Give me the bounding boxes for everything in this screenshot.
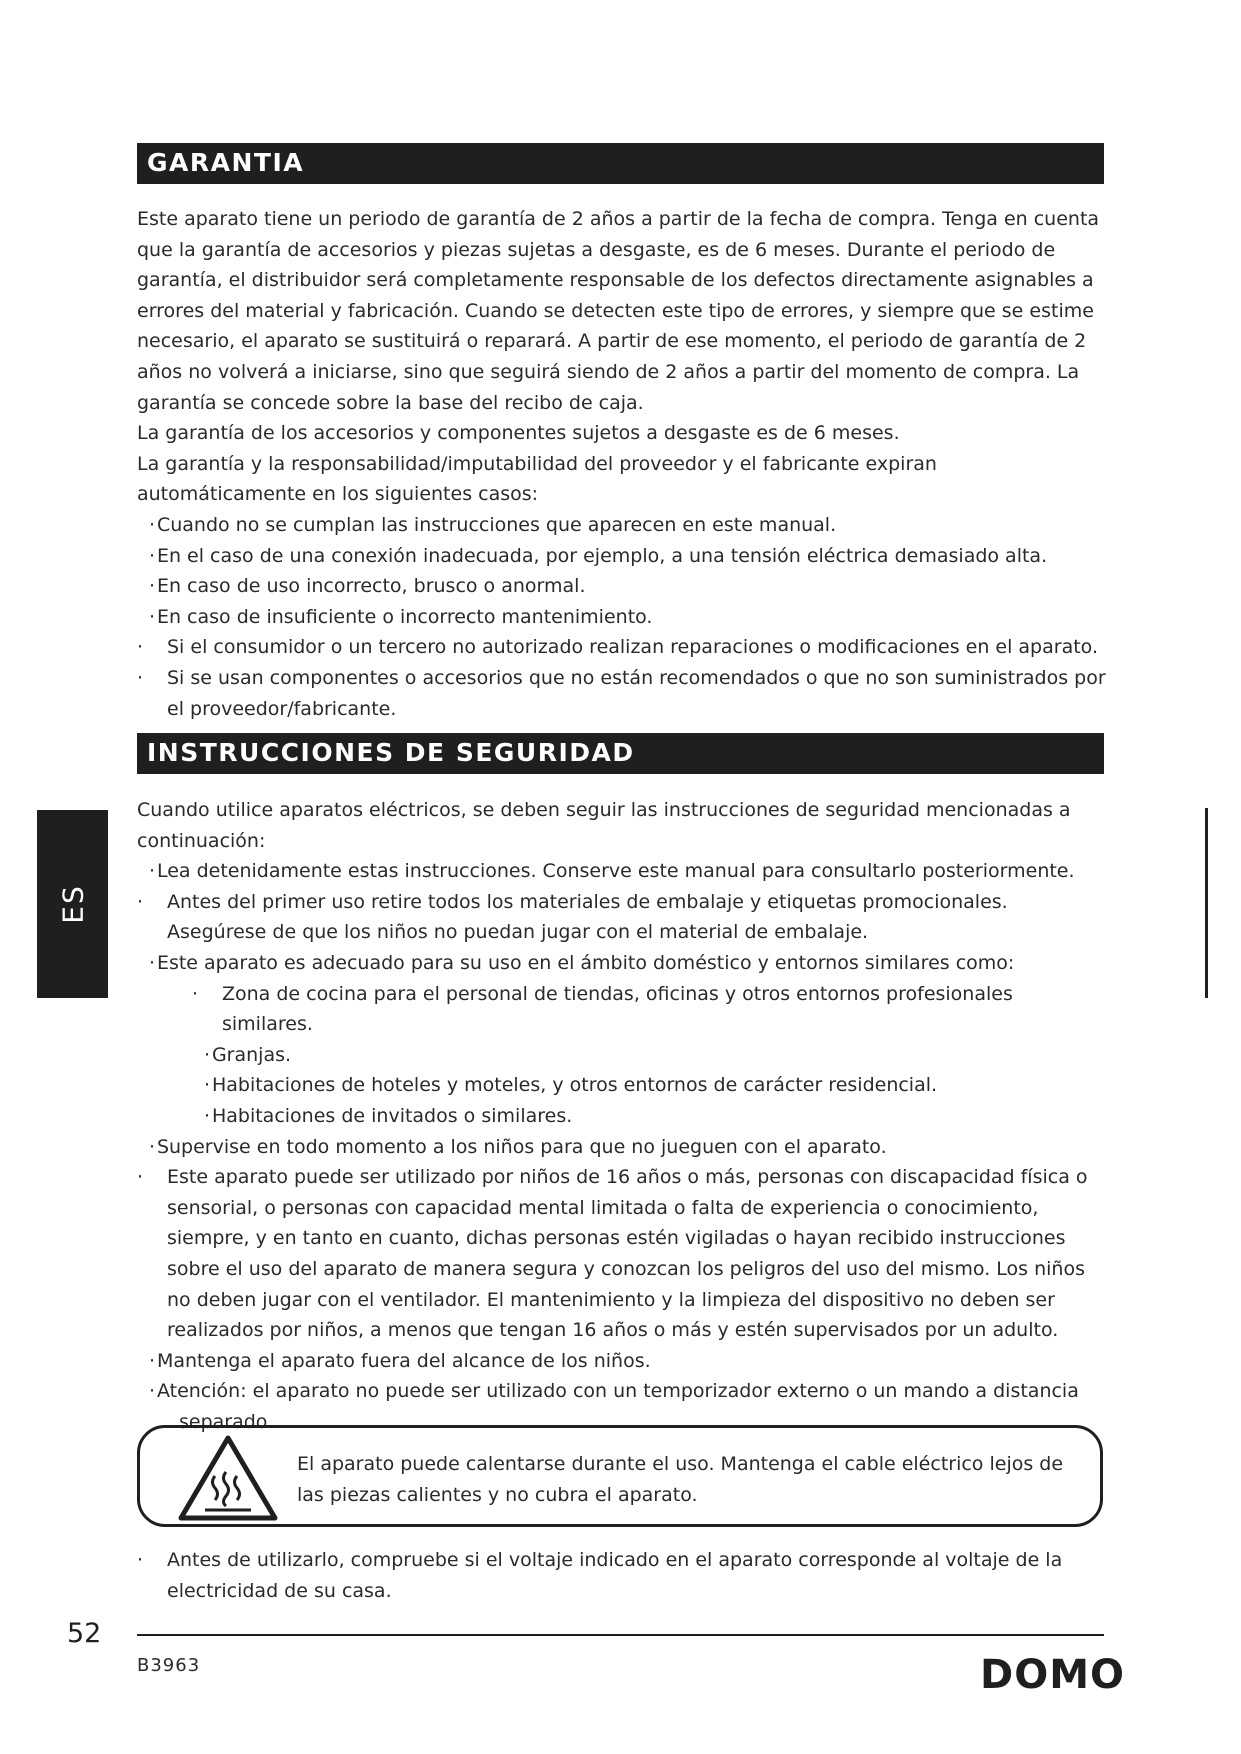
seguridad-item: · Este aparato puede ser utilizado por niños de 16 años o más, personas con discapacidad física o sensorial, o personas con capacidad mental limitada o falta de experiencia o conocimiento, siempre, y en tanto en cuanto, dichas personas estén vigiladas o hayan recibido instrucciones sobre el uso del aparato de manera segura y conozcan los peligros del uso del mismo. Los niños no deben jugar con el ventilador. El mantenimiento y la limpieza del dispositivo no deben ser realizados por niños, a menos que tengan 16 años o más y estén supervisados por un adulto. bbox=[137, 1166, 1088, 1342]
page-number: 52 bbox=[67, 1618, 102, 1649]
garantia-item: · En el caso de una conexión inadecuada, por ejemplo, a una tensión eléctrica demasiado alta. bbox=[149, 544, 1048, 567]
seguridad-item: · Antes del primer uso retire todos los materiales de embalaje y etiquetas promocionales. Asegúrese de que los niños no puedan jugar con el material de embalaje. bbox=[137, 890, 1008, 944]
language-tab bbox=[37, 810, 108, 998]
seguridad-subitem: · Granjas. bbox=[204, 1043, 292, 1066]
seguridad-header bbox=[137, 733, 1104, 774]
seguridad-body-end bbox=[137, 1545, 1107, 1606]
seguridad-subitem: · Habitaciones de invitados o similares. bbox=[204, 1104, 573, 1127]
seguridad-item: · Mantenga el aparato fuera del alcance de los niños. bbox=[149, 1349, 651, 1372]
seguridad-title: INSTRUCCIONES DE SEGURIDAD bbox=[147, 738, 635, 767]
garantia-body bbox=[137, 204, 1107, 724]
garantia-item: · Si el consumidor o un tercero no autorizado realizan reparaciones o modificaciones en el aparato. bbox=[137, 636, 1098, 659]
garantia-para-2: La garantía de los accesorios y componentes sujetos a desgaste es de 6 meses. bbox=[137, 422, 900, 445]
warning-box bbox=[137, 1425, 1103, 1527]
garantia-item: · En caso de uso incorrecto, brusco o anormal. bbox=[149, 575, 586, 598]
model-number: B3963 bbox=[137, 1655, 201, 1676]
warning-text: El aparato puede calentarse durante el uso. Mantenga el cable eléctrico lejos de las piezas calientes y no cubra el aparato. bbox=[297, 1453, 1064, 1506]
seguridad-intro: Cuando utilice aparatos eléctricos, se deben seguir las instrucciones de seguridad mencionadas a continuación: bbox=[137, 799, 1071, 852]
garantia-para-1: Este aparato tiene un periodo de garantía de 2 años a partir de la fecha de compra. Tenga en cuenta que la garantía de accesorios y piezas sujetas a desgaste, es de 6 meses. Durante el periodo de garantía, el distribuidor será completamente responsable de los defectos directamente asignables a errores del material y fabricación. Cuando se detecten este tipo de errores, y siempre que se estime necesario, el aparato se sustituirá o reparará. A partir de ese momento, el periodo de garantía de 2 años no volverá a iniciarse, sino que seguirá siendo de 2 años a partir del momento de compra. La garantía se concede sobre la base del recibo de caja. bbox=[137, 208, 1100, 414]
garantia-header bbox=[137, 143, 1104, 184]
seguridad-item: · Supervise en todo momento a los niños para que no jueguen con el aparato. bbox=[149, 1135, 887, 1158]
seguridad-subitem: · Habitaciones de hoteles y moteles, y otros entornos de carácter residencial. bbox=[204, 1074, 938, 1097]
margin-rule bbox=[1205, 808, 1208, 998]
seguridad-subitem: · Zona de cocina para el personal de tiendas, oficinas y otros entornos profesionales similares. bbox=[192, 982, 1013, 1036]
seguridad-body bbox=[137, 795, 1107, 1437]
seguridad-item: · Este aparato es adecuado para su uso en el ámbito doméstico y entornos similares como: bbox=[149, 951, 1015, 974]
footer-rule bbox=[137, 1634, 1104, 1636]
seguridad-item: · Antes de utilizarlo, compruebe si el voltaje indicado en el aparato corresponde al voltaje de la electricidad de su casa. bbox=[137, 1549, 1063, 1602]
brand-logo: DOMO bbox=[980, 1652, 1126, 1698]
seguridad-item: · Atención: el aparato no puede ser utilizado con un temporizador externo o un mando a distancia separado. bbox=[149, 1380, 1079, 1433]
hot-surface-warning-icon bbox=[175, 1432, 281, 1524]
garantia-para-3: La garantía y la responsabilidad/imputabilidad del proveedor y el fabricante expiran automáticamente en los siguientes casos: bbox=[137, 452, 937, 506]
garantia-item: · Cuando no se cumplan las instrucciones que aparecen en este manual. bbox=[149, 513, 837, 536]
seguridad-item: · Lea detenidamente estas instrucciones. Conserve este manual para consultarlo posteriormente. bbox=[149, 860, 1075, 883]
garantia-title: GARANTIA bbox=[147, 148, 305, 177]
garantia-item: · En caso de insuficiente o incorrecto mantenimiento. bbox=[149, 605, 653, 628]
garantia-item: · Si se usan componentes o accesorios que no están recomendados o que no son suministrados por el proveedor/fabricante. bbox=[137, 666, 1106, 720]
language-label: ES bbox=[56, 884, 89, 924]
